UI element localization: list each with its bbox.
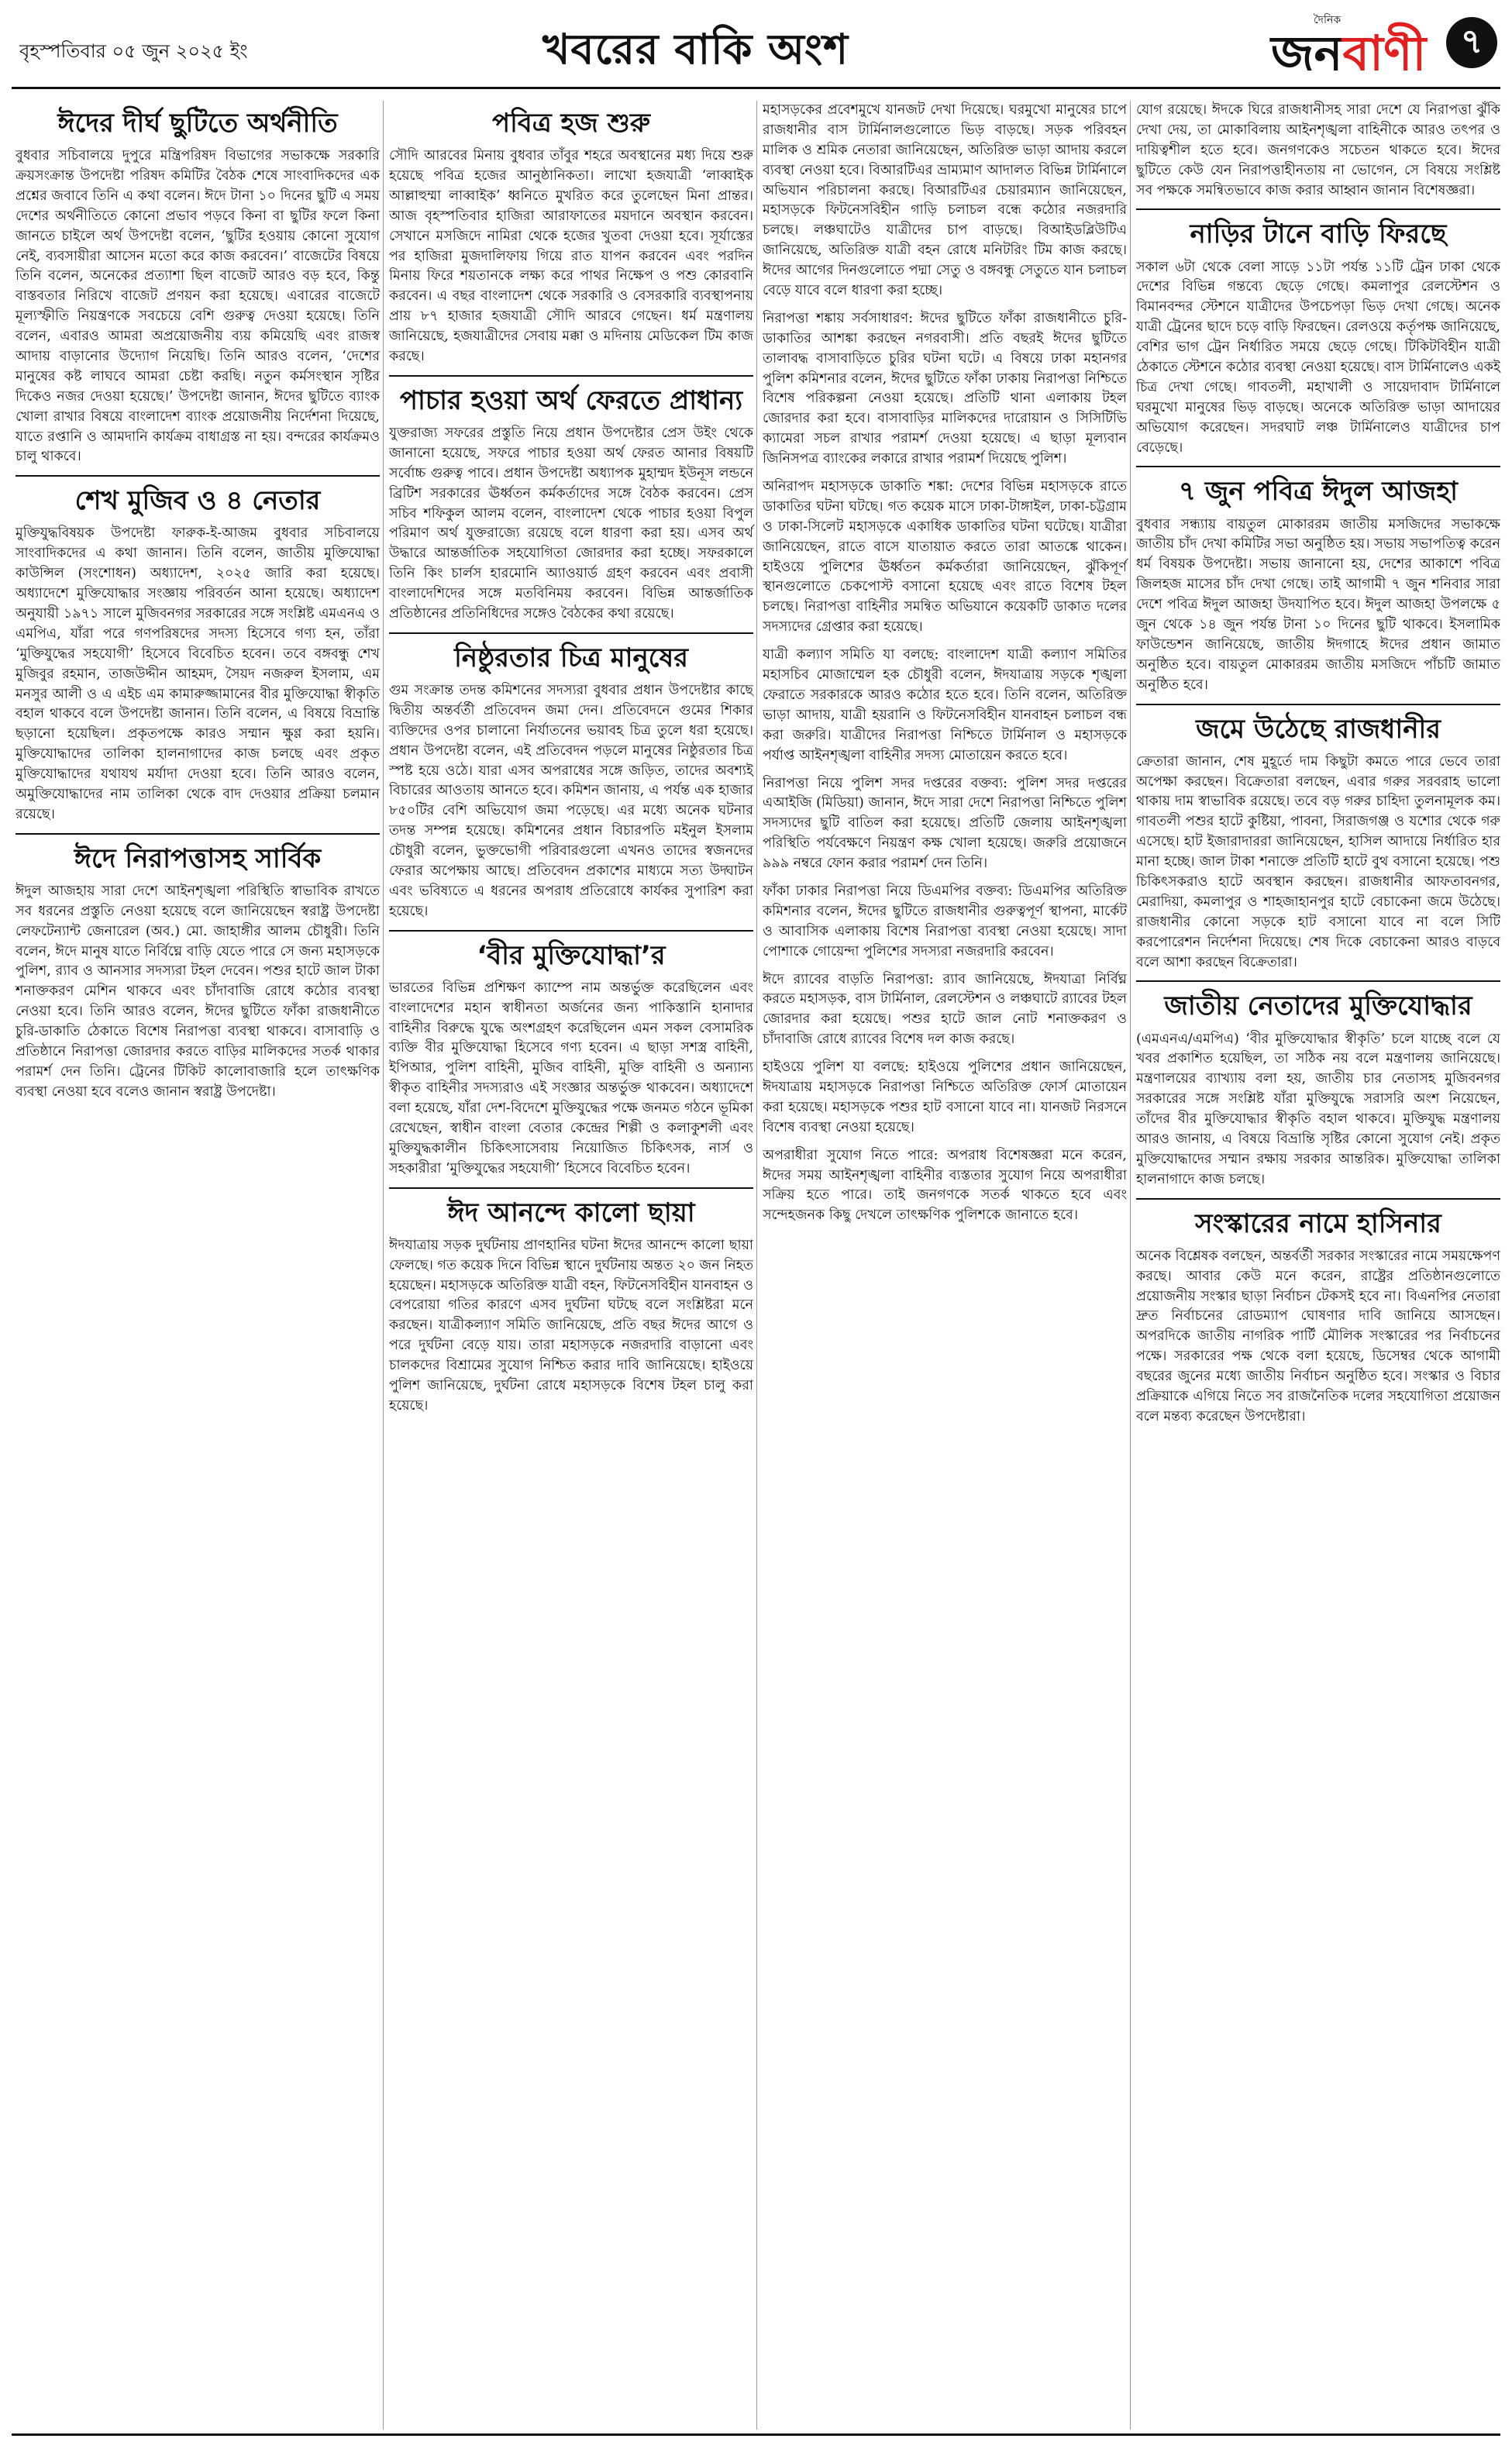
article-subsection	[763, 477, 1127, 638]
logo-tagline: দৈনিক	[1314, 14, 1342, 26]
article-body: মহাসড়কের প্রবেশমুখে যানজট দেখা দিয়েছে। ঘরমুখো মানুষের চাপে রাজধানীর বাস টার্মিনালগুলোতে ভিড় বাড়ছে। সড়ক পরিবহন মালিক ও শ্রমিক নেতারা জানিয়েছেন, অতিরিক্ত ভাড়া আদায় করলে ব্যবস্থা নেওয়া হবে। বিআরটিএর ভ্রাম্যমাণ আদালত বিভিন্ন টার্মিনালে অভিযান পরিচালনা করছে। বিআরটিএর চেয়ারম্যান জানিয়েছেন, মহাসড়কে ফিটনেসবিহীন গাড়ি চলাচল বন্ধে কঠোর নজরদারি চলছে। লঞ্চঘাটেও যাত্রীদের চাপ বাড়ছে। বিআইডব্লিউটিএ জানিয়েছে, অতিরিক্ত যাত্রী বহন রোধে মনিটরিং টিম কাজ করছে। ঈদের আগের দিনগুলোতে পদ্মা সেতু ও বঙ্গবন্ধু সেতুতে যান চলাচল বেড়ে যাবে বলে ধারণা করা হচ্ছে।	[763, 102, 1127, 299]
masthead	[0, 0, 1512, 89]
article-body: অপরাধীরা সুযোগ নিতে পারে: অপরাধ বিশেষজ্ঞরা মনে করেন, ঈদের সময় আইনশৃঙ্খলা বাহিনীর ব্যস্ততার সুযোগ নিয়ে অপরাধীরা সক্রিয় হতে পারে। তাই জনগণকে সতর্ক থাকতে হবে এবং সন্দেহজনক কিছু দেখলে তাৎক্ষণিক পুলিশকে জানাতে হবে।	[763, 1147, 1127, 1224]
article-continuation	[1136, 101, 1500, 201]
article-body: যাত্রী কল্যাণ সমিতি যা বলছে: বাংলাদেশ যাত্রী কল্যাণ সমিতির মহাসচিব মোজাম্মেল হক চৌধুরী বলেন, ঈদযাত্রায় সড়কে শৃঙ্খলা ফেরাতে সরকারকে আরও কঠোর হতে হবে। তিনি বলেন, অতিরিক্ত ভাড়া আদায়, যাত্রী হয়রানি ও ফিটনেসবিহীন যানবাহন চলাচল বন্ধ করা জরুরি। যাত্রীদের নিরাপত্তা নিশ্চিতে টার্মিনাল ও মহাসড়কে পর্যাপ্ত আইনশৃঙ্খলা বাহিনীর সদস্য মোতায়েন করতে হবে।	[763, 647, 1127, 763]
article	[389, 632, 753, 922]
article-body: হাইওয়ে পুলিশ যা বলছে: হাইওয়ে পুলিশের প্রধান জানিয়েছেন, ঈদযাত্রায় মহাসড়কে নিরাপত্তা নিশ্চিতে অতিরিক্ত ফোর্স মোতায়েন করা হয়েছে। মহাসড়কে পশুর হাট বসানো যাবে না। যানজট নিরসনে বিশেষ ব্যবস্থা নেওয়া হয়েছে।	[763, 1059, 1127, 1135]
article-body: ঈদুল আজহায় সারা দেশে আইনশৃঙ্খলা পরিস্থিতি স্বাভাবিক রাখতে সব ধরনের প্রস্তুতি নেওয়া হয়েছে বলে জানিয়েছেন স্বরাষ্ট্র উপদেষ্টা লেফটেন্যান্ট জেনারেল (অব.) মো. জাহাঙ্গীর আলম চৌধুরী। তিনি বলেন, ঈদে মানুষ যাতে নির্বিঘ্নে বাড়ি যেতে পারে সে জন্য মহাসড়কে পুলিশ, র‌্যাব ও আনসার সদস্যরা টহল দেবেন। পশুর হাটে জাল টাকা শনাক্তকরণ মেশিন থাকবে এবং চাঁদাবাজি রোধে কঠোর ব্যবস্থা নেওয়া হবে। তিনি আরও বলেন, ঈদের ছুটিতে ফাঁকা রাজধানীতে চুরি-ডাকাতি ঠেকাতে বিশেষ নিরাপত্তা ব্যবস্থা থাকবে। বাসাবাড়ি ও প্রতিষ্ঠানে নিরাপত্তা জোরদার করতে বাড়ির মালিকদের সতর্ক থাকার পরামর্শ দেন তিনি। ট্রেনের টিকিট কালোবাজারি হলে তাৎক্ষণিক ব্যবস্থা নেওয়া হবে বলেও জানান স্বরাষ্ট্র উপদেষ্টা।	[15, 883, 380, 1100]
article-headline: জমে উঠেছে রাজধানীর	[1136, 704, 1500, 745]
article-body: ঈদে র‌্যাবের বাড়তি নিরাপত্তা: র‌্যাব জানিয়েছে, ঈদযাত্রা নির্বিঘ্ন করতে মহাসড়ক, বাস টার্মিনাল, রেলস্টেশন ও লঞ্চঘাটে র‌্যাবের টহল জোরদার করা হয়েছে। পশুর হাটে জাল নোট শনাক্তকরণ ও চাঁদাবাজি রোধে র‌্যাবের বিশেষ দল কাজ করছে।	[763, 971, 1127, 1048]
article-body: ভারতের বিভিন্ন প্রশিক্ষণ ক্যাম্পে নাম অন্তর্ভুক্ত করেছিলেন এবং বাংলাদেশের মহান স্বাধীনতা অর্জনের জন্য পাকিস্তানি হানাদার বাহিনীর বিরুদ্ধে যুদ্ধে অংশগ্রহণ করেছিলেন এমন সকল বেসামরিক ব্যক্তি বীর মুক্তিযোদ্ধা হিসেবে গণ্য হবেন। এ ছাড়া সশস্ত্র বাহিনী, ইপিআর, পুলিশ বাহিনী, মুজিব বাহিনী, মুক্তি বাহিনী ও অন্যান্য স্বীকৃত বাহিনীর সদস্যরাও এই সংজ্ঞার অন্তর্ভুক্ত থাকবেন। অধ্যাদেশে বলা হয়েছে, যাঁরা দেশ-বিদেশে মুক্তিযুদ্ধের পক্ষে জনমত গঠনে ভূমিকা রেখেছেন, স্বাধীন বাংলা বেতার কেন্দ্রের শিল্পী ও কলাকুশলী এবং মুক্তিযুদ্ধকালীন চিকিৎসাসেবায় নিয়োজিত চিকিৎসক, নার্স ও সহকারীরা ‘মুক্তিযুদ্ধের সহযোগী’ হিসেবে বিবেচিত হবেন।	[389, 980, 753, 1176]
article-subsection	[763, 1146, 1127, 1227]
article-headline: ৭ জুন পবিত্র ঈদুল আজহা	[1136, 466, 1500, 507]
article-subsection	[763, 646, 1127, 766]
article	[15, 833, 380, 1103]
article-headline: নিষ্ঠুরতার চিত্র মানুষের	[389, 632, 753, 673]
article-body: অনেক বিশ্লেষক বলছেন, অন্তর্বর্তী সরকার সংস্কারের নামে সময়ক্ষেপণ করছে। আবার কেউ মনে করেন, রাষ্ট্রের প্রতিষ্ঠানগুলোতে প্রয়োজনীয় সংস্কার ছাড়া নির্বাচন টেকসই হবে না। বিএনপির নেতারা দ্রুত নির্বাচনের রোডম্যাপ ঘোষণার দাবি জানিয়ে আসছেন। অপরদিকে জাতীয় নাগরিক পার্টি মৌলিক সংস্কারের পর নির্বাচনের পক্ষে। সরকারের পক্ষ থেকে বলা হয়েছে, ডিসেম্বর থেকে আগামী বছরের জুনের মধ্যে জাতীয় নির্বাচন অনুষ্ঠিত হবে। সংস্কার ও বিচার প্রক্রিয়াকে এগিয়ে নিতে সব রাজনৈতিক দলের সহযোগিতা প্রয়োজন বলে মন্তব্য করেছেন উপদেষ্টারা।	[1136, 1248, 1500, 1424]
article-body: যোগ রয়েছে। ঈদকে ঘিরে রাজধানীসহ সারা দেশে যে নিরাপত্তা ঝুঁকি দেখা দেয়, তা মোকাবিলায় আইনশৃঙ্খলা বাহিনীকে আরও তৎপর ও দায়িত্বশীল হতে হবে। জনগণকেও সচেতন থাকতে হবে। ঈদের ছুটিতে কেউ যেন নিরাপত্তাহীনতায় না ভোগেন, সে বিষয়ে সংশ্লিষ্ট সব পক্ষকে সমন্বিতভাবে কাজ করার আহ্বান জানান বিশেষজ্ঞরা।	[1136, 102, 1500, 198]
article-body: গুম সংক্রান্ত তদন্ত কমিশনের সদস্যরা বুধবার প্রধান উপদেষ্টার কাছে দ্বিতীয় অন্তর্বর্তী প্রতিবেদন জমা দেন। প্রতিবেদনে গুমের শিকার ব্যক্তিদের ওপর চালানো নির্যাতনের ভয়াবহ চিত্র তুলে ধরা হয়েছে। প্রধান উপদেষ্টা বলেন, এই প্রতিবেদন পড়লে মানুষের নিষ্ঠুরতার চিত্র স্পষ্ট হয়ে ওঠে। যারা এসব অপরাধের সঙ্গে জড়িত, তাদের অবশ্যই বিচারের আওতায় আনতে হবে। কমিশন জানায়, এ পর্যন্ত এক হাজার ৮৫০টির বেশি অভিযোগ জমা পড়েছে। এর মধ্যে অনেক ঘটনার তদন্ত সম্পন্ন হয়েছে। কমিশনের প্রধান বিচারপতি মইনুল ইসলাম চৌধুরী বলেন, ভুক্তভোগী পরিবারগুলো এখনও তাদের স্বজনদের ফেরার অপেক্ষায় আছে। প্রতিবেদন প্রকাশের মাধ্যমে সত্য উদ্ঘাটন এবং ভবিষ্যতে এ ধরনের অপরাধ প্রতিরোধে কার্যকর সুপারিশ করা হয়েছে।	[389, 682, 753, 919]
column-3	[763, 101, 1127, 2430]
article-headline: ঈদের দীর্ঘ ছুটিতে অর্থনীতি	[57, 108, 338, 139]
column-2	[389, 101, 753, 2430]
article	[389, 930, 753, 1180]
article	[389, 108, 753, 367]
article-subsection	[763, 774, 1127, 874]
article-body: (এমএনএ/এমপিএ) ‘বীর মুক্তিযোদ্ধার স্বীকৃতি’ চলে যাচ্ছে বলে যে খবর প্রকাশিত হয়েছিল, তা সঠিক নয় বলে মন্ত্রণালয় জানিয়েছে। মন্ত্রণালয়ের ব্যাখ্যায় বলা হয়, জাতীয় চার নেতাসহ মুজিবনগর সরকারের সঙ্গে সংশ্লিষ্ট যাঁরা মুক্তিযুদ্ধে সরাসরি অংশ নিয়েছেন, তাঁদের বীর মুক্তিযোদ্ধার স্বীকৃতি বহাল থাকবে। মুক্তিযুদ্ধ মন্ত্রণালয় আরও জানায়, এ বিষয়ে বিভ্রান্তি সৃষ্টির কোনো সুযোগ নেই। প্রকৃত মুক্তিযোদ্ধাদের সম্মান রক্ষায় সরকার আন্তরিক। মুক্তিযোদ্ধা তালিকা হালনাগাদে কাজ চলছে।	[1136, 1031, 1500, 1187]
article	[1136, 980, 1500, 1190]
article-headline: পবিত্র হজ শুরু	[491, 108, 651, 139]
article-body: বুধবার সন্ধ্যায় বায়তুল মোকাররম জাতীয় মসজিদের সভাকক্ষে জাতীয় চাঁদ দেখা কমিটির সভা অনুষ্ঠিত হয়। সভায় সভাপতিত্ব করেন ধর্ম বিষয়ক উপদেষ্টা। সভায় জানানো হয়, দেশের আকাশে পবিত্র জিলহজ মাসের চাঁদ দেখা গেছে। তাই আগামী ৭ জুন শনিবার সারা দেশে পবিত্র ঈদুল আজহা উদযাপিত হবে। ঈদুল আজহা উপলক্ষে ৫ জুন থেকে ১৪ জুন পর্যন্ত টানা ১০ দিনের ছুটি থাকবে। ইসলামিক ফাউন্ডেশন জানিয়েছে, জাতীয় ঈদগাহে ঈদের প্রধান জামাত অনুষ্ঠিত হবে। বায়তুল মোকাররম জাতীয় মসজিদে পাঁচটি জামাত অনুষ্ঠিত হবে।	[1136, 516, 1500, 693]
article	[15, 108, 380, 467]
article-headline: সংস্কারের নামে হাসিনার	[1136, 1198, 1500, 1239]
article-subsection	[763, 1058, 1127, 1138]
bottom-rule	[12, 2433, 1500, 2436]
article-body: যুক্তরাজ্য সফরের প্রস্তুতি নিয়ে প্রধান উপদেষ্টার প্রেস উইং থেকে জানানো হয়েছে, সফরে পাচার হওয়া অর্থ ফেরত আনার বিষয়টি সর্বোচ্চ গুরুত্ব পাবে। প্রধান উপদেষ্টা অধ্যাপক মুহাম্মদ ইউনূস লন্ডনে ব্রিটিশ সরকারের ঊর্ধ্বতন কর্মকর্তাদের সঙ্গে বৈঠক করবেন। প্রেস সচিব শফিকুল আলম বলেন, বাংলাদেশ থেকে পাচার হওয়া বিপুল পরিমাণ অর্থ যুক্তরাজ্যে রয়েছে বলে ধারণা করা হয়। এসব অর্থ উদ্ধারে আন্তর্জাতিক সহযোগিতা জোরদার করা হচ্ছে। সফরকালে তিনি কিং চার্লস হারমোনি অ্যাওয়ার্ড গ্রহণ করবেন এবং প্রবাসী বাংলাদেশিদের সঙ্গে মতবিনিময় করবেন। বিভিন্ন আন্তর্জাতিক প্রতিষ্ঠানের প্রতিনিধিদের সঙ্গেও বৈঠকের কথা রয়েছে।	[389, 425, 753, 622]
article	[389, 375, 753, 625]
column-4	[1136, 101, 1500, 2430]
article	[1136, 1198, 1500, 1428]
article-headline: পাচার হওয়া অর্থ ফেরতে প্রাধান্য	[389, 375, 753, 416]
article-headline: ‘বীর মুক্তিযোদ্ধা’র	[389, 930, 753, 971]
article	[1136, 208, 1500, 458]
article	[15, 475, 380, 825]
logo-part-1: জন	[1271, 25, 1343, 81]
article-continuation	[763, 101, 1127, 301]
article-body: সৌদি আরবের মিনায় বুধবার তাঁবুর শহরে অবস্থানের মধ্য দিয়ে শুরু হয়েছে পবিত্র হজের আনুষ্ঠানিকতা। লাখো হজযাত্রী ‘লাব্বাইক আল্লাহুম্মা লাব্বাইক’ ধ্বনিতে মুখরিত করে তুলেছেন মিনা প্রান্তর। আজ বৃহস্পতিবার হাজিরা আরাফাতের ময়দানে অবস্থান করবেন। সেখানে মসজিদে নামিরা থেকে হজের খুতবা দেওয়া হবে। সূর্যাস্তের পর হাজিরা মুজদালিফায় গিয়ে রাত যাপন করবেন এবং পরদিন মিনায় ফিরে শয়তানকে লক্ষ্য করে পাথর নিক্ষেপ ও পশু কোরবানি করবেন। এ বছর বাংলাদেশ থেকে সরকারি ও বেসরকারি ব্যবস্থাপনায় প্রায় ৮৭ হাজার হজযাত্রী সৌদি আরবে গেছেন। ধর্ম মন্ত্রণালয় জানিয়েছে, হজযাত্রীদের সেবায় মক্কা ও মদিনায় মেডিকেল টিম কাজ করছে।	[389, 148, 753, 364]
article-subsection	[763, 970, 1127, 1051]
article-headline: ঈদ আনন্দে কালো ছায়া	[389, 1187, 753, 1228]
article-subsection	[763, 882, 1127, 963]
logo-part-2: বাণী	[1342, 25, 1427, 81]
article-headline: শেখ মুজিব ও ৪ নেতার	[15, 475, 380, 516]
column-divider	[1130, 101, 1131, 2430]
article-body: মুক্তিযুদ্ধবিষয়ক উপদেষ্টা ফারুক-ই-আজম বুধবার সচিবালয়ে সাংবাদিকদের এ কথা জানান। তিনি বলেন, জাতীয় মুক্তিযোদ্ধা কাউন্সিল (সংশোধন) অধ্যাদেশ, ২০২৫ জারি করা হয়েছে। অধ্যাদেশে মুক্তিযোদ্ধার সংজ্ঞায় পরিবর্তন আনা হয়েছে। অধ্যাদেশ অনুযায়ী ১৯৭১ সালে মুজিবনগর সরকারের সঙ্গে সংশ্লিষ্ট এমএনএ ও এমপিএ, যাঁরা পরে গণপরিষদের সদস্য হিসেবে গণ্য হন, তাঁরা ‘মুক্তিযুদ্ধের সহযোগী’ হিসেবে বিবেচিত হবেন। তবে বঙ্গবন্ধু শেখ মুজিবুর রহমান, তাজউদ্দীন আহমদ, সৈয়দ নজরুল ইসলাম, এম মনসুর আলী ও এ এইচ এম কামারুজ্জামানের বীর মুক্তিযোদ্ধা স্বীকৃতি বহাল থাকবে বলে উপদেষ্টা জানান। তিনি বলেন, এ বিষয়ে বিভ্রান্তি ছড়ানো হয়েছিল। প্রকৃতপক্ষে কারও সম্মান ক্ষুণ্ণ করা হয়নি। মুক্তিযোদ্ধাদের তালিকা হালনাগাদের কাজ চলছে এবং প্রকৃত মুক্তিযোদ্ধাদের যথাযথ মর্যাদা দেওয়া হবে। তিনি আরও বলেন, অমুক্তিযোদ্ধাদের নাম তালিকা থেকে বাদ দেওয়ার প্রক্রিয়া চলমান রয়েছে।	[15, 525, 380, 822]
column-divider	[383, 101, 384, 2430]
article-headline: নাড়ির টানে বাড়ি ফিরছে	[1136, 208, 1500, 250]
article-subsection	[763, 309, 1127, 470]
article-body: নিরাপত্তা নিয়ে পুলিশ সদর দপ্তরের বক্তব্য: পুলিশ সদর দপ্তরের এআইজি (মিডিয়া) জানান, ঈদে সারা দেশে নিরাপত্তা নিশ্চিতে পুলিশ সদস্যদের ছুটি বাতিল করা হয়েছে। প্রতিটি জেলায় আইনশৃঙ্খলা পরিস্থিতি পর্যবেক্ষণে নিয়ন্ত্রণ কক্ষ খোলা হয়েছে। জরুরি প্রয়োজনে ৯৯৯ নম্বরে ফোন করার পরামর্শ দেন তিনি।	[763, 775, 1127, 872]
article-body: ঈদযাত্রায় সড়ক দুর্ঘটনায় প্রাণহানির ঘটনা ঈদের আনন্দে কালো ছায়া ফেলছে। গত কয়েক দিনে বিভিন্ন স্থানে দুর্ঘটনায় অন্তত ২০ জন নিহত হয়েছেন। মহাসড়কে অতিরিক্ত যাত্রী বহন, ফিটনেসবিহীন যানবাহন ও বেপরোয়া গতির কারণে এসব দুর্ঘটনা ঘটছে বলে সংশ্লিষ্টরা মনে করছেন। যাত্রীকল্যাণ সমিতি জানিয়েছে, প্রতি বছর ঈদের আগে ও পরে দুর্ঘটনা বেড়ে যায়। তারা মহাসড়কে নজরদারি বাড়ানো এবং চালকদের বিশ্রামের সুযোগ নিশ্চিত করার দাবি জানিয়েছে। হাইওয়ে পুলিশ জানিয়েছে, দুর্ঘটনা রোধে মহাসড়কে বিশেষ টহল চালু করা হয়েছে।	[389, 1237, 753, 1414]
top-rule	[12, 87, 1500, 89]
article-body: ফাঁকা ঢাকার নিরাপত্তা নিয়ে ডিএমপির বক্তব্য: ডিএমপির অতিরিক্ত কমিশনার বলেন, ঈদের ছুটিতে রাজধানীর গুরুত্বপূর্ণ স্থাপনা, মার্কেট ও আবাসিক এলাকায় বিশেষ নিরাপত্তা ব্যবস্থা নেওয়া হয়েছে। সাদা পোশাকে গোয়েন্দা পুলিশের সদস্যরা নজরদারি করবেন।	[763, 883, 1127, 959]
issue-date: বৃহস্পতিবার ০৫ জুন ২০২৫ ইং	[19, 40, 248, 62]
article-body: বুধবার সচিবালয়ে দুপুরে মন্ত্রিপরিষদ বিভাগের সভাকক্ষে সরকারি ক্রয়সংক্রান্ত উপদেষ্টা পরিষদ কমিটির বৈঠক শেষে সাংবাদিকদের এক প্রশ্নের জবাবে তিনি এ কথা বলেন। ঈদে টানা ১০ দিনের ছুটি এ সময় দেশের অর্থনীতিতে কোনো প্রভাব পড়বে কিনা বা ছুটির ফলে কিনা জানতে চাইলে অর্থ উপদেষ্টা বলেন, ‘ছুটির হওয়ায় কোনো সুযোগ নেই, ব্যবসায়ীরা আসেন মতো করে কাজ করবেন।’ বাজেটের বিষয়ে তিনি বলেন, অনেকের প্রত্যাশা ছিল বাজেট আরও বড় হবে, কিন্তু বাস্তবতার নিরিখে বাজেট প্রণয়ন করা হয়েছে। এবারের বাজেটে মূল্যস্ফীতি নিয়ন্ত্রণকে সবচেয়ে বেশি গুরুত্ব দেওয়া হয়েছে। তিনি বলেন, এবারও আমরা অপ্রয়োজনীয় ব্যয় কমিয়েছি এবং রাজস্ব আদায় বাড়ানোর উদ্যোগ নিয়েছি। তিনি আরও বলেন, ‘দেশের মানুষের কষ্ট লাঘবে আমরা চেষ্টা করছি। নতুন কর্মসংস্থান সৃষ্টির দিকেও নজর দেওয়া হয়েছে।’ উপদেষ্টা জানান, ঈদের ছুটিতে ব্যাংক খোলা রাখার বিষয়ে বাংলাদেশ ব্যাংক প্রয়োজনীয় নির্দেশনা দিয়েছে, যাতে রপ্তানি ও আমদানি কার্যক্রম বাধাগ্রস্ত না হয়। বন্দরের কার্যক্রমও চালু থাকবে।	[15, 148, 380, 465]
article-body: সকাল ৬টা থেকে বেলা সাড়ে ১১টা পর্যন্ত ১১টি ট্রেন ঢাকা থেকে দেশের বিভিন্ন গন্তব্যে ছেড়ে গেছে। কমলাপুর রেলস্টেশন ও বিমানবন্দর স্টেশনে যাত্রীদের উপচেপড়া ভিড় দেখা গেছে। অনেক যাত্রী ট্রেনের ছাদে চড়ে বাড়ি ফিরছেন। রেলওয়ে কর্তৃপক্ষ জানিয়েছে, বেশির ভাগ ট্রেন নির্ধারিত সময়ে ছেড়ে গেছে। টিকিটবিহীন যাত্রী ঠেকাতে স্টেশনে কঠোর ব্যবস্থা নেওয়া হয়েছে। বাস টার্মিনালেও একই চিত্র দেখা গেছে। গাবতলী, মহাখালী ও সায়েদাবাদ টার্মিনালে ঘরমুখো মানুষের ভিড় বাড়ছে। অনেকে অতিরিক্ত ভাড়া আদায়ের অভিযোগ করেছেন। সদরঘাট লঞ্চ টার্মিনালেও যাত্রীদের চাপ বেড়েছে।	[1136, 259, 1500, 456]
article	[389, 1187, 753, 1417]
article	[1136, 466, 1500, 695]
article-body: ক্রেতারা জানান, শেষ মুহূর্তে দাম কিছুটা কমতে পারে ভেবে তারা অপেক্ষা করছেন। বিক্রেতারা বলছেন, এবার গরুর সরবরাহ ভালো থাকায় দাম স্বাভাবিক রয়েছে। তবে বড় গরুর চাহিদা তুলনামূলক কম। গাবতলী পশুর হাটে কুষ্টিয়া, পাবনা, সিরাজগঞ্জ ও যশোর থেকে গরু এসেছে। হাট ইজারাদাররা জানিয়েছেন, হাসিল আদায়ে নির্ধারিত হার মানা হচ্ছে। জাল টাকা শনাক্তে প্রতিটি হাটে বুথ বসানো হয়েছে। পশু চিকিৎসকরাও হাটে অবস্থান করছেন। রাজধানীর আফতাবনগর, মেরাদিয়া, কমলাপুর ও শাহজাহানপুর হাটে বেচাকেনা জমে উঠেছে। রাজধানীর কোনো সড়কে হাট বসানো যাবে না বলে সিটি করপোরেশন নির্দেশনা দিয়েছে। শেষ দিকে বেচাকেনা আরও বাড়বে বলে আশা করছেন বিক্রেতারা।	[1136, 753, 1500, 970]
column-divider	[756, 101, 757, 2430]
article-body: নিরাপত্তা শঙ্কায় সর্বসাধারণ: ঈদের ছুটিতে ফাঁকা রাজধানীতে চুরি-ডাকাতির আশঙ্কা করছেন নগরবাসী। প্রতি বছরই ঈদের ছুটিতে তালাবদ্ধ বাসাবাড়িতে চুরির ঘটনা ঘটে। এ বিষয়ে ঢাকা মহানগর পুলিশ কমিশনার বলেন, ঈদের ছুটিতে ফাঁকা ঢাকায় নিরাপত্তা নিশ্চিতে বিশেষ পরিকল্পনা নেওয়া হয়েছে। প্রতিটি থানা এলাকায় টহল জোরদার করা হবে। বাসাবাড়ির মালিকদের দারোয়ান ও সিসিটিভি ক্যামেরা সচল রাখার পরামর্শ দেওয়া হয়েছে। এ ছাড়া মূল্যবান জিনিসপত্র ব্যাংকের লকারে রাখার পরামর্শ দিয়েছে পুলিশ।	[763, 310, 1127, 467]
article-headline: জাতীয় নেতাদের মুক্তিযোদ্ধার	[1136, 980, 1500, 1021]
column-1	[15, 101, 380, 2430]
article-headline: ঈদে নিরাপত্তাসহ সার্বিক	[15, 833, 380, 874]
article-body: অনিরাপদ মহাসড়কে ডাকাতি শঙ্কা: দেশের বিভিন্ন মহাসড়কে রাতে ডাকাতির ঘটনা ঘটছে। গত কয়েক মাসে ঢাকা-টাঙ্গাইল, ঢাকা-চট্টগ্রাম ও ঢাকা-সিলেট মহাসড়কে একাধিক ডাকাতির ঘটনা ঘটেছে। যাত্রীরা জানিয়েছেন, রাতে বাসে যাতায়াত করতে তারা আতঙ্কে থাকেন। হাইওয়ে পুলিশের ঊর্ধ্বতন কর্মকর্তারা জানিয়েছেন, ঝুঁকিপূর্ণ স্থানগুলোতে চেকপোস্ট বসানো হয়েছে এবং রাতে বিশেষ টহল চলছে। নিরাপত্তা বাহিনীর সমন্বিত অভিযানে কয়েকটি ডাকাত দলের সদস্যদের গ্রেপ্তার করা হয়েছে।	[763, 479, 1127, 635]
page-number: ৭	[1446, 17, 1497, 68]
page-title: খবরের বাকি অংশ	[542, 25, 849, 74]
newspaper-logo	[1271, 17, 1426, 97]
article	[1136, 704, 1500, 973]
